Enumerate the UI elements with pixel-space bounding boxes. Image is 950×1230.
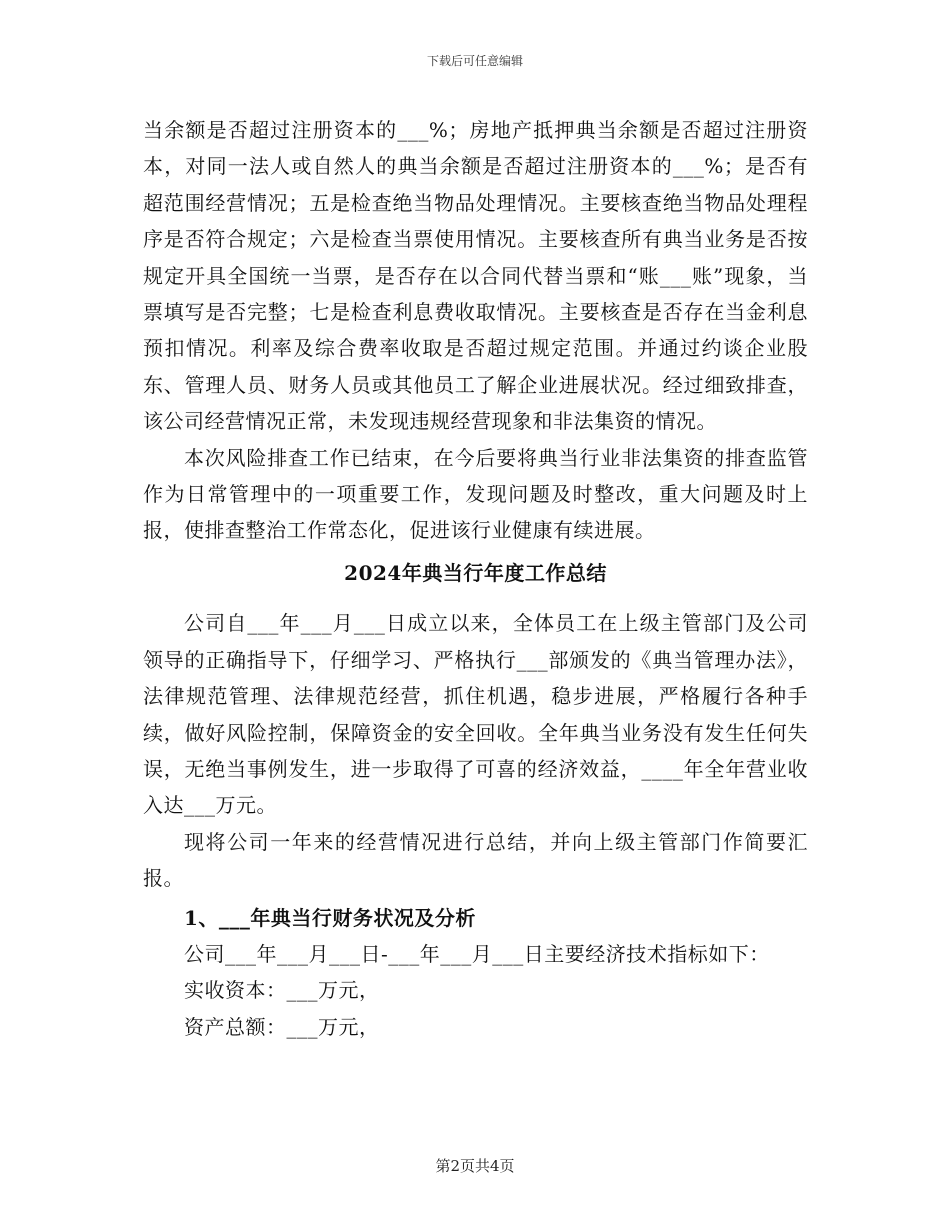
indicator-line-total-assets: 资产总额：___万元， [184, 1014, 380, 1039]
page-number: 第2页共4页 [435, 1157, 515, 1175]
indicator-line-paid-capital: 实收资本：___万元， [184, 978, 380, 1003]
header-note: 下载后可任意编辑 [426, 54, 523, 68]
section-heading: 1、___年典当行财务状况及分析 [184, 905, 476, 930]
paragraph-continued: 当余额是否超过注册资本的___%；房地产抵押典当余额是否超过注册资本，对同一法人或自然人的典当余额是否超过注册资本的___%；是否有超范围经营情况；五是检查绝当物品处理情况。主要核查绝当物品处理程序是否符合规定；六是检查当票使用情况。主要核查所有典当业务是否按规定开具全国统一当票，是否存在以合同代替当票和“账___账”现象，当票填写是否完整；七是检查利息费收取情况。主要核查是否存在当金利息预扣情况。利率及综合费率收取是否超过规定范围。并通过约谈企业股东、管理人员、财务人员或其他员工了解企业进展状况。经过细致排查，该公司经营情况正常，未发现违规经营现象和非法集资的情况。 [143, 118, 808, 434]
document-body [143, 112, 808, 1045]
paragraph-summary-intro: 现将公司一年来的经营情况进行总结，并向上级主管部门作简要汇报。 [143, 829, 808, 891]
paragraph-conclusion: 本次风险排查工作已结束，在今后要将典当行业非法集资的排查监管作为日常管理中的一项重要工作，发现问题及时整改，重大问题及时上报，使排查整治工作常态化，促进该行业健康有续进展。 [143, 445, 808, 543]
paragraph-intro: 公司自___年___月___日成立以来，全体员工在上级主管部门及公司领导的正确指导下，仔细学习、严格执行___部颁发的《典当管理办法》，法律规范管理、法律规范经营，抓住机遇，稳步进展，严格履行各种手续，做好风险控制，保障资金的安全回收。全年典当业务没有发生任何失误，无绝当事例发生，进一步取得了可喜的经济效益，____年全年营业收入达___万元。 [143, 611, 808, 818]
document-title: 2024年典当行年度工作总结 [344, 560, 607, 585]
indicator-line-period: 公司___年___月___日-___年___月___日主要经济技术指标如下： [184, 941, 770, 966]
